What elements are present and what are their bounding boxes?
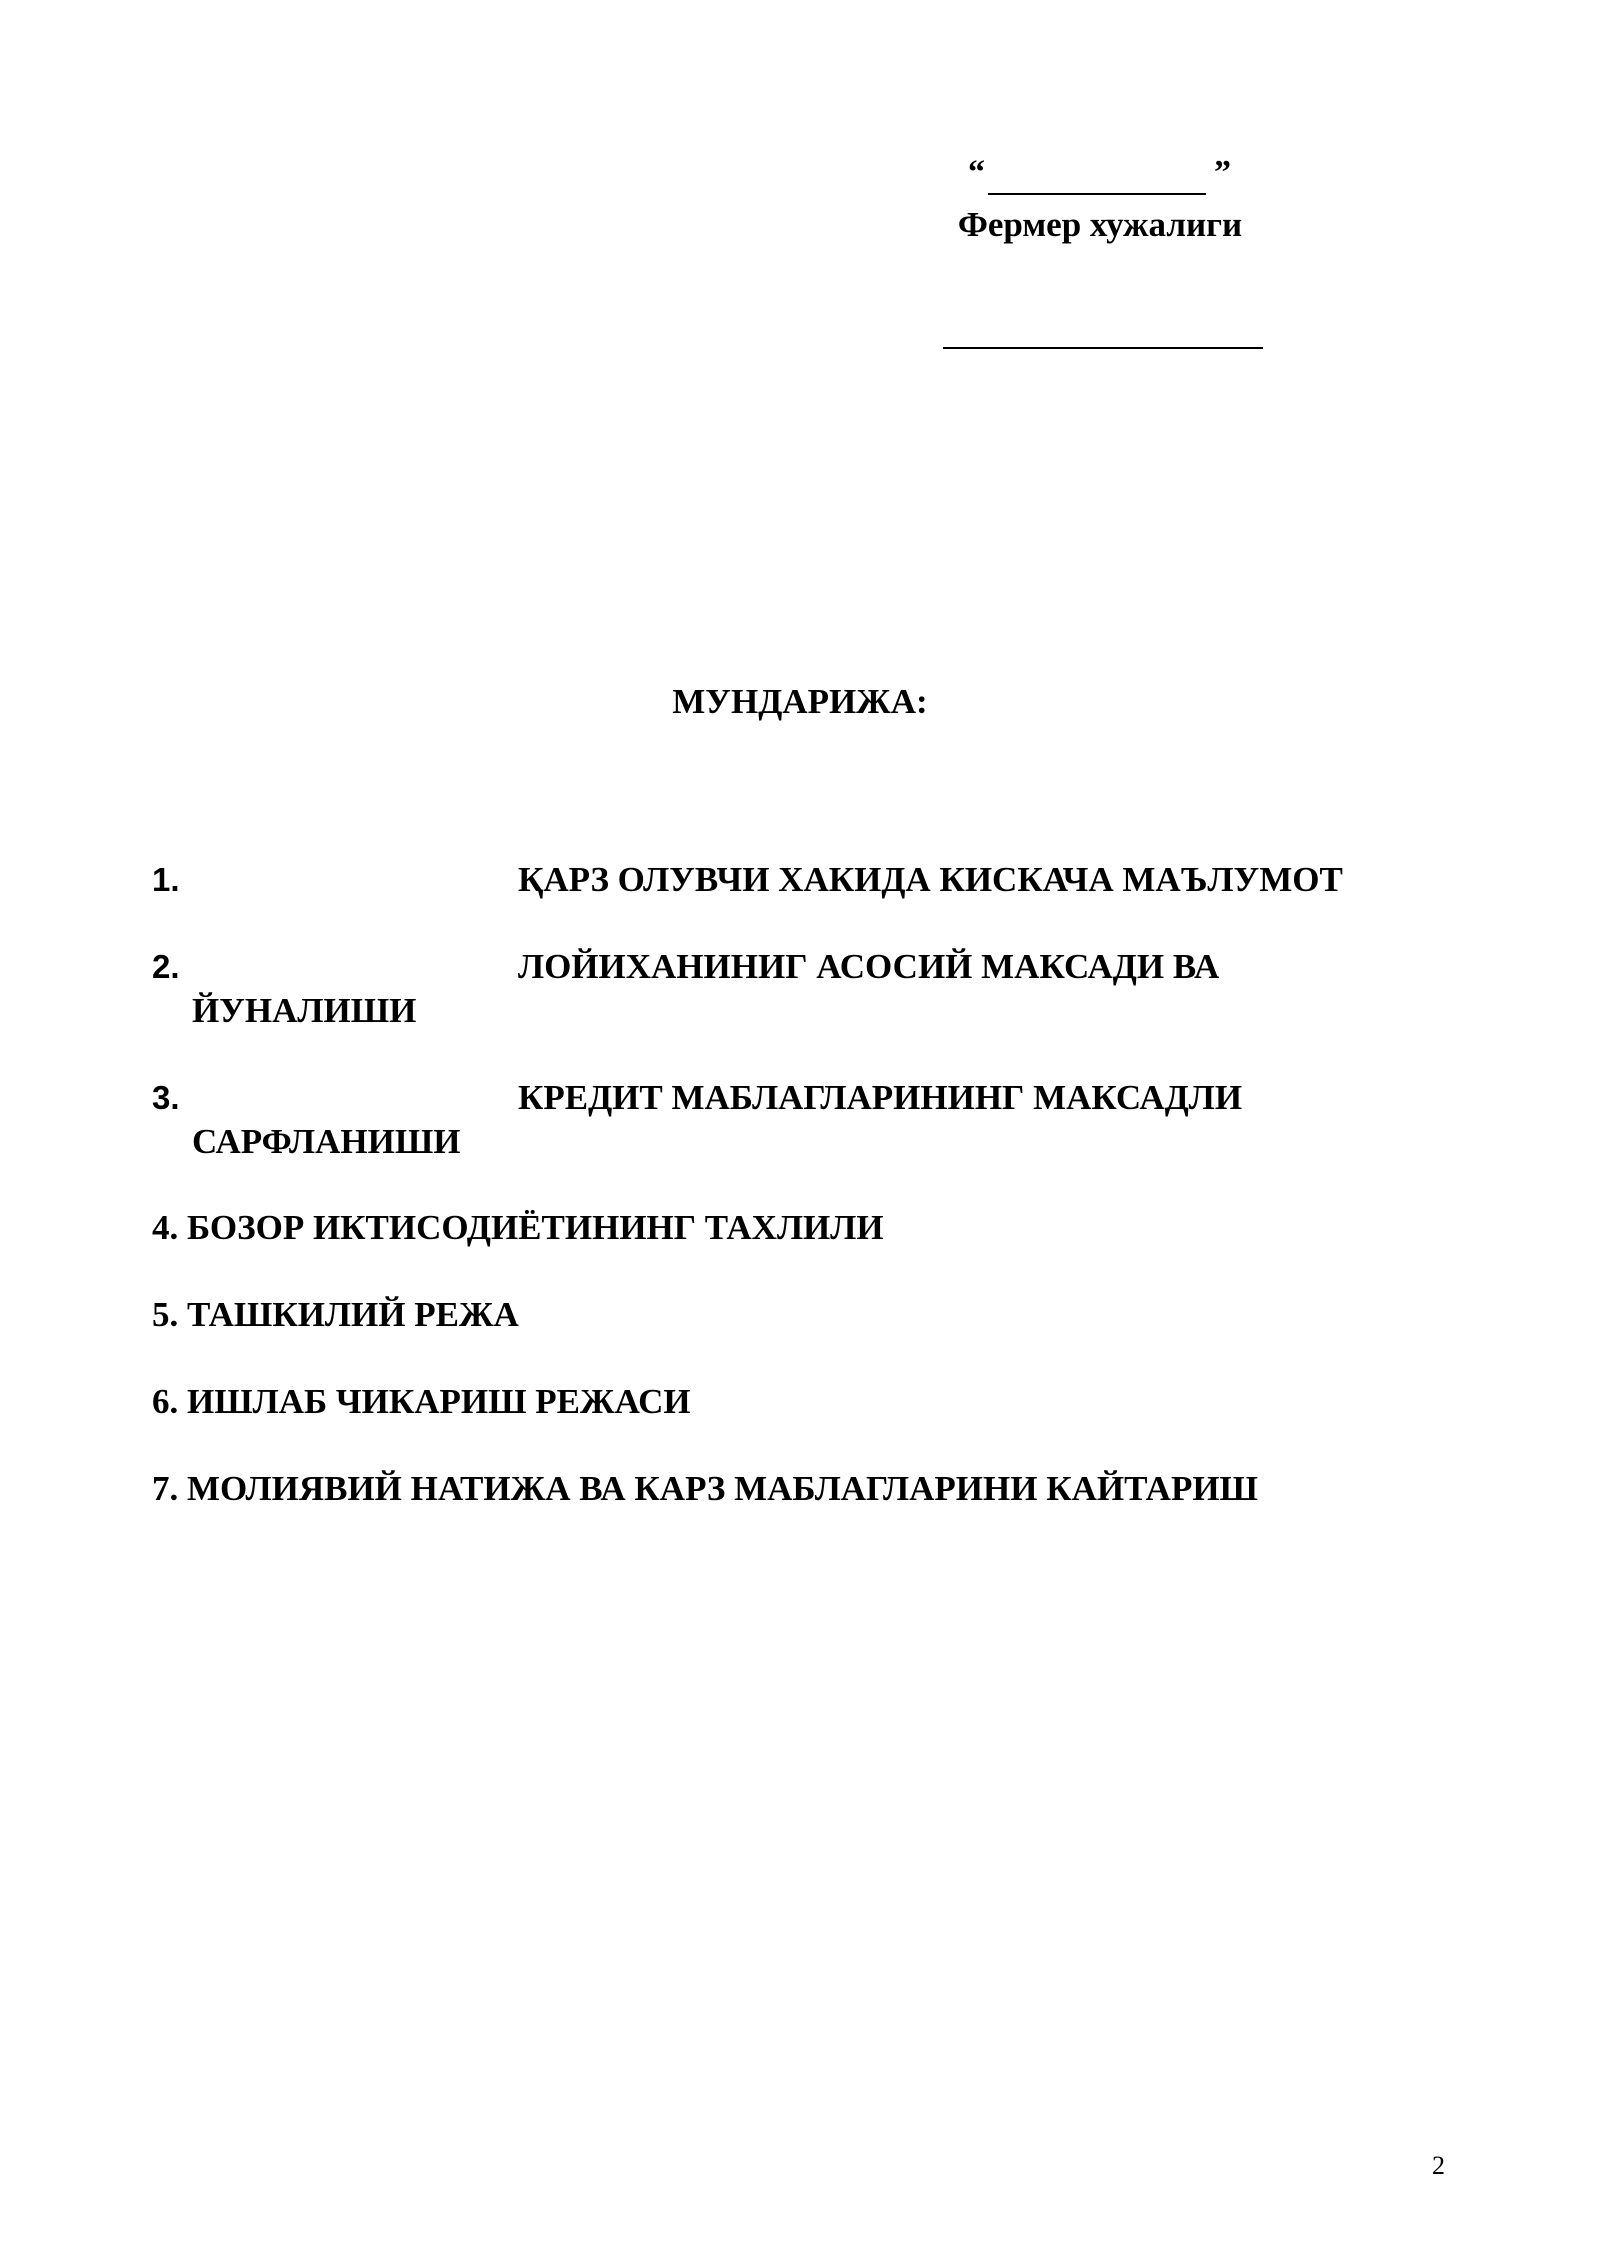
toc-item-text-continuation: САРФЛАНИШИ — [192, 1122, 461, 1161]
toc-item-number: 1. — [152, 861, 180, 898]
toc-item-4: 4. БОЗОР ИКТИСОДИЁТИНИНГ ТАХЛИЛИ — [152, 1208, 884, 1247]
farm-name-blank — [958, 150, 1238, 200]
toc-item-text: ҚАРЗ ОЛУВЧИ ХАКИДА КИСКАЧА МАЪЛУМОТ — [518, 860, 1343, 899]
closing-quote: ” — [1214, 154, 1231, 191]
farm-label: Фермер хужалиги — [957, 205, 1243, 244]
toc-item-text: ЛОЙИХАНИНИГ АСОСИЙ МАКСАДИ ВА — [518, 947, 1220, 986]
toc-item-6: 6. ИШЛАБ ЧИКАРИШ РЕЖАСИ — [152, 1382, 691, 1421]
toc-item-5: 5. ТАШКИЛИЙ РЕЖА — [152, 1295, 519, 1334]
opening-quote: “ — [968, 154, 985, 191]
toc-item-number: 3. — [152, 1079, 180, 1116]
toc-item-text-continuation: ЙУНАЛИШИ — [192, 991, 417, 1030]
toc-item-number: 2. — [152, 948, 180, 985]
toc-item-text: КРЕДИТ МАБЛАГЛАРИНИНГ МАКСАДЛИ — [518, 1078, 1243, 1117]
signature-line — [943, 347, 1263, 349]
page-number: 2 — [1432, 2151, 1445, 2180]
farm-name-underline — [988, 193, 1206, 195]
toc-title: МУНДАРИЖА: — [672, 682, 928, 721]
toc-item-7: 7. МОЛИЯВИЙ НАТИЖА ВА КАРЗ МАБЛАГЛАРИНИ КАЙТАРИШ — [152, 1469, 1258, 1508]
